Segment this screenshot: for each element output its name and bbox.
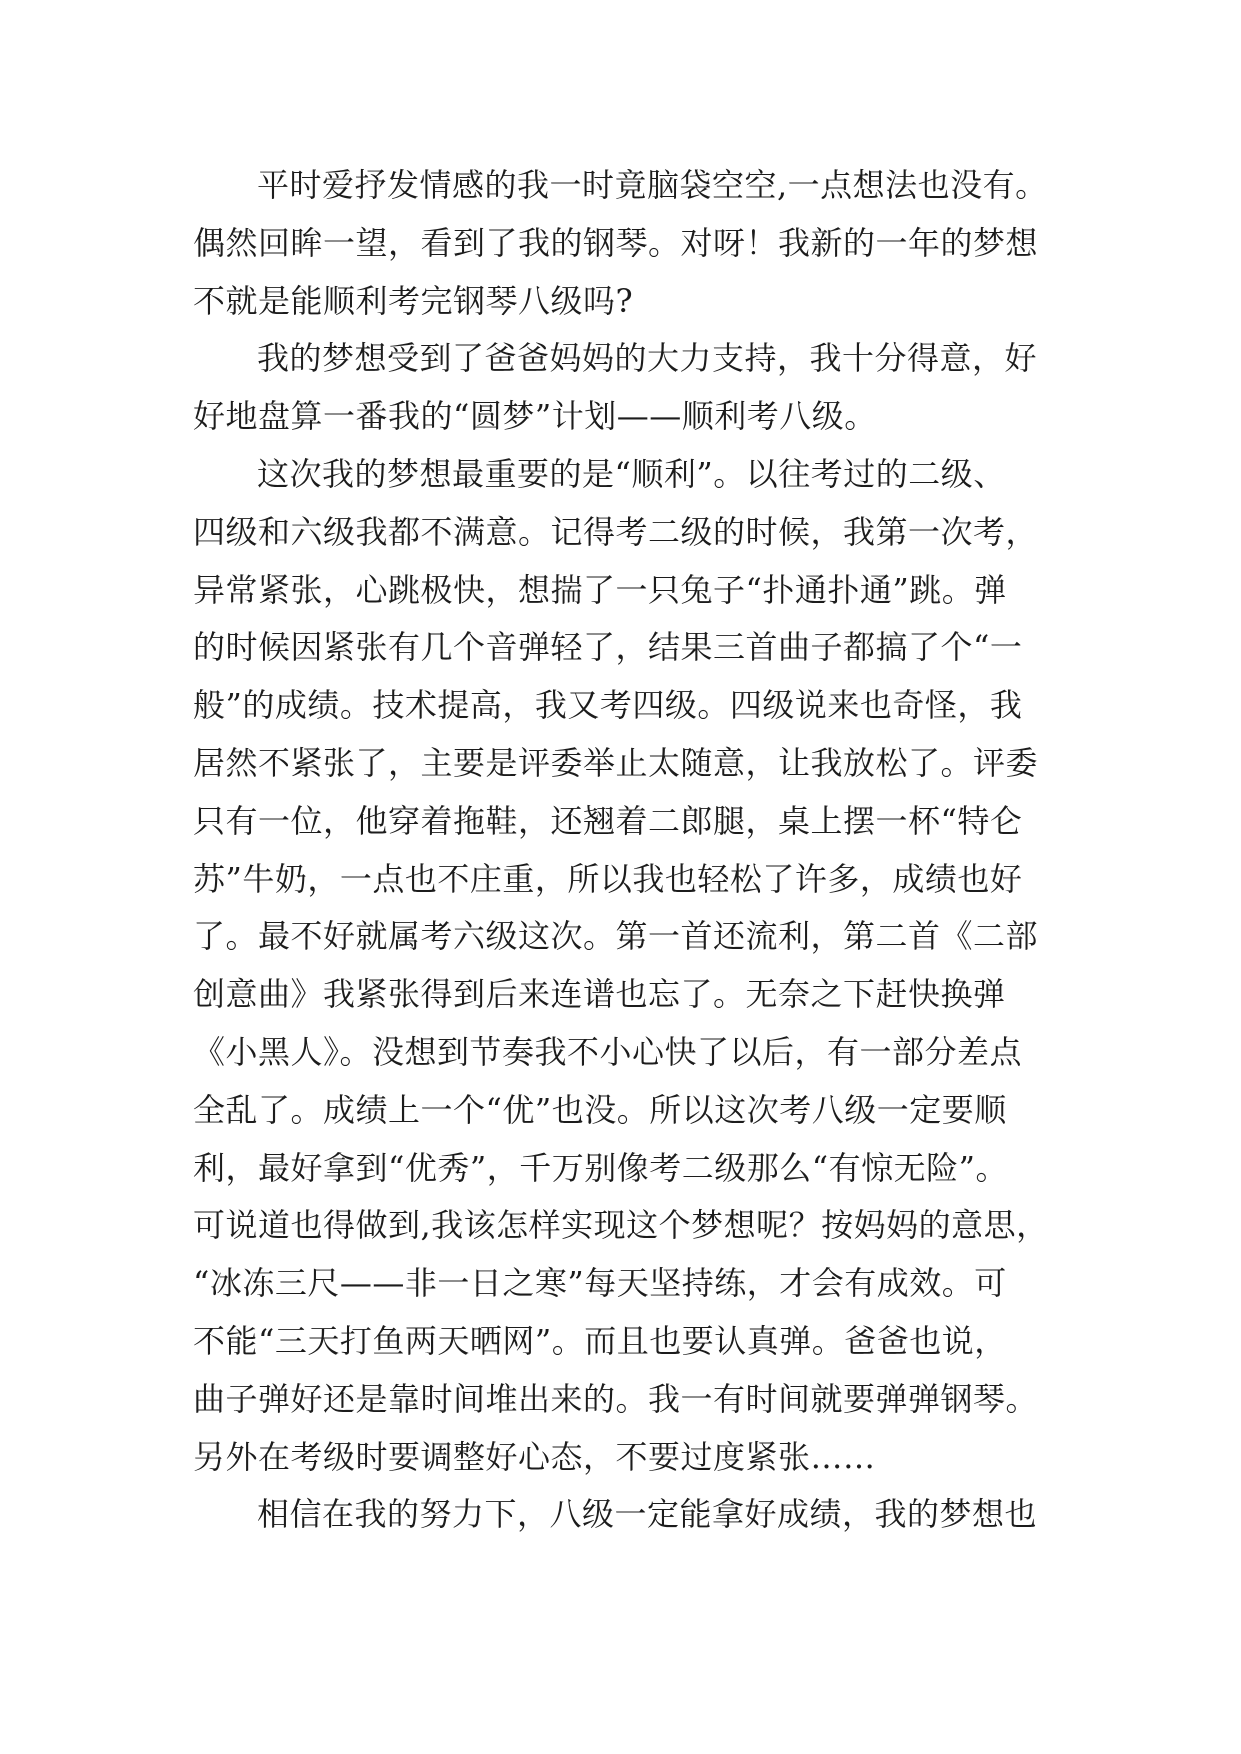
- paragraph-line: 般”的成绩。技术提高，我又考四级。四级说来也奇怪，我: [193, 686, 1023, 725]
- paragraph-line: 可说道也得做到,我该怎样实现这个梦想呢？按妈妈的意思，: [193, 1206, 1049, 1245]
- essay-text: [193, 157, 1113, 1544]
- paragraph-line: 不能“三天打鱼两天晒网”。而且也要认真弹。爸爸也说，: [193, 1321, 1007, 1360]
- paragraph-line: 好地盘算一番我的“圆梦”计划——顺利考八级。: [193, 397, 877, 436]
- paragraph-line: 只有一位，他穿着拖鞋，还翘着二郎腿，桌上摆一杯“特仑: [193, 801, 1023, 840]
- paragraph-line: 我的梦想受到了爸爸妈妈的大力支持，我十分得意，好: [257, 339, 1038, 378]
- paragraph-line: 另外在考级时要调整好心态，不要过度紧张……: [193, 1437, 876, 1476]
- paragraph-line: 的时候因紧张有几个音弹轻了，结果三首曲子都搞了个“一: [193, 628, 1023, 667]
- paragraph-line: 创意曲》我紧张得到后来连谱也忘了。无奈之下赶快换弹: [193, 975, 1006, 1014]
- paragraph-line: 《小黑人》。没想到节奏我不小心快了以后，有一部分差点: [193, 1032, 1023, 1071]
- paragraph-line: 了。最不好就属考六级这次。第一首还流利，第二首《二部: [193, 917, 1039, 956]
- paragraph-line: 全乱了。成绩上一个“优”也没。所以这次考八级一定要顺: [193, 1090, 1007, 1129]
- paragraph-line: 利，最好拿到“优秀”，千万别像考二级那么“有惊无险”。: [193, 1148, 1008, 1187]
- paragraph-line: 苏”牛奶，一点也不庄重，所以我也轻松了许多，成绩也好: [193, 859, 1023, 898]
- paragraph-line: 相信在我的努力下，八级一定能拿好成绩，我的梦想也: [257, 1495, 1038, 1534]
- paragraph-line: 异常紧张，心跳极快，想揣了一只兔子“扑通扑通”跳。弹: [193, 570, 1007, 609]
- paragraph-line: 平时爱抒发情感的我一时竟脑袋空空,一点想法也没有。: [257, 166, 1048, 204]
- paragraph-line: 偶然回眸一望，看到了我的钢琴。对呀！我新的一年的梦想: [193, 223, 1039, 262]
- paragraph-line: 四级和六级我都不满意。记得考二级的时候，我第一次考，: [193, 512, 1039, 551]
- paragraph-line: “冰冻三尺——非一日之寒”每天坚持练，才会有成效。可: [193, 1264, 1007, 1303]
- paragraph-line: 曲子弹好还是靠时间堆出来的。我一有时间就要弹弹钢琴。: [193, 1379, 1039, 1418]
- paragraph-line: 居然不紧张了，主要是评委举止太随意，让我放松了。评委: [193, 743, 1039, 782]
- paragraph-line: 不就是能顺利考完钢琴八级吗?: [193, 281, 634, 320]
- paragraph-line: 这次我的梦想最重要的是“顺利”。以往考过的二级、: [257, 454, 1006, 493]
